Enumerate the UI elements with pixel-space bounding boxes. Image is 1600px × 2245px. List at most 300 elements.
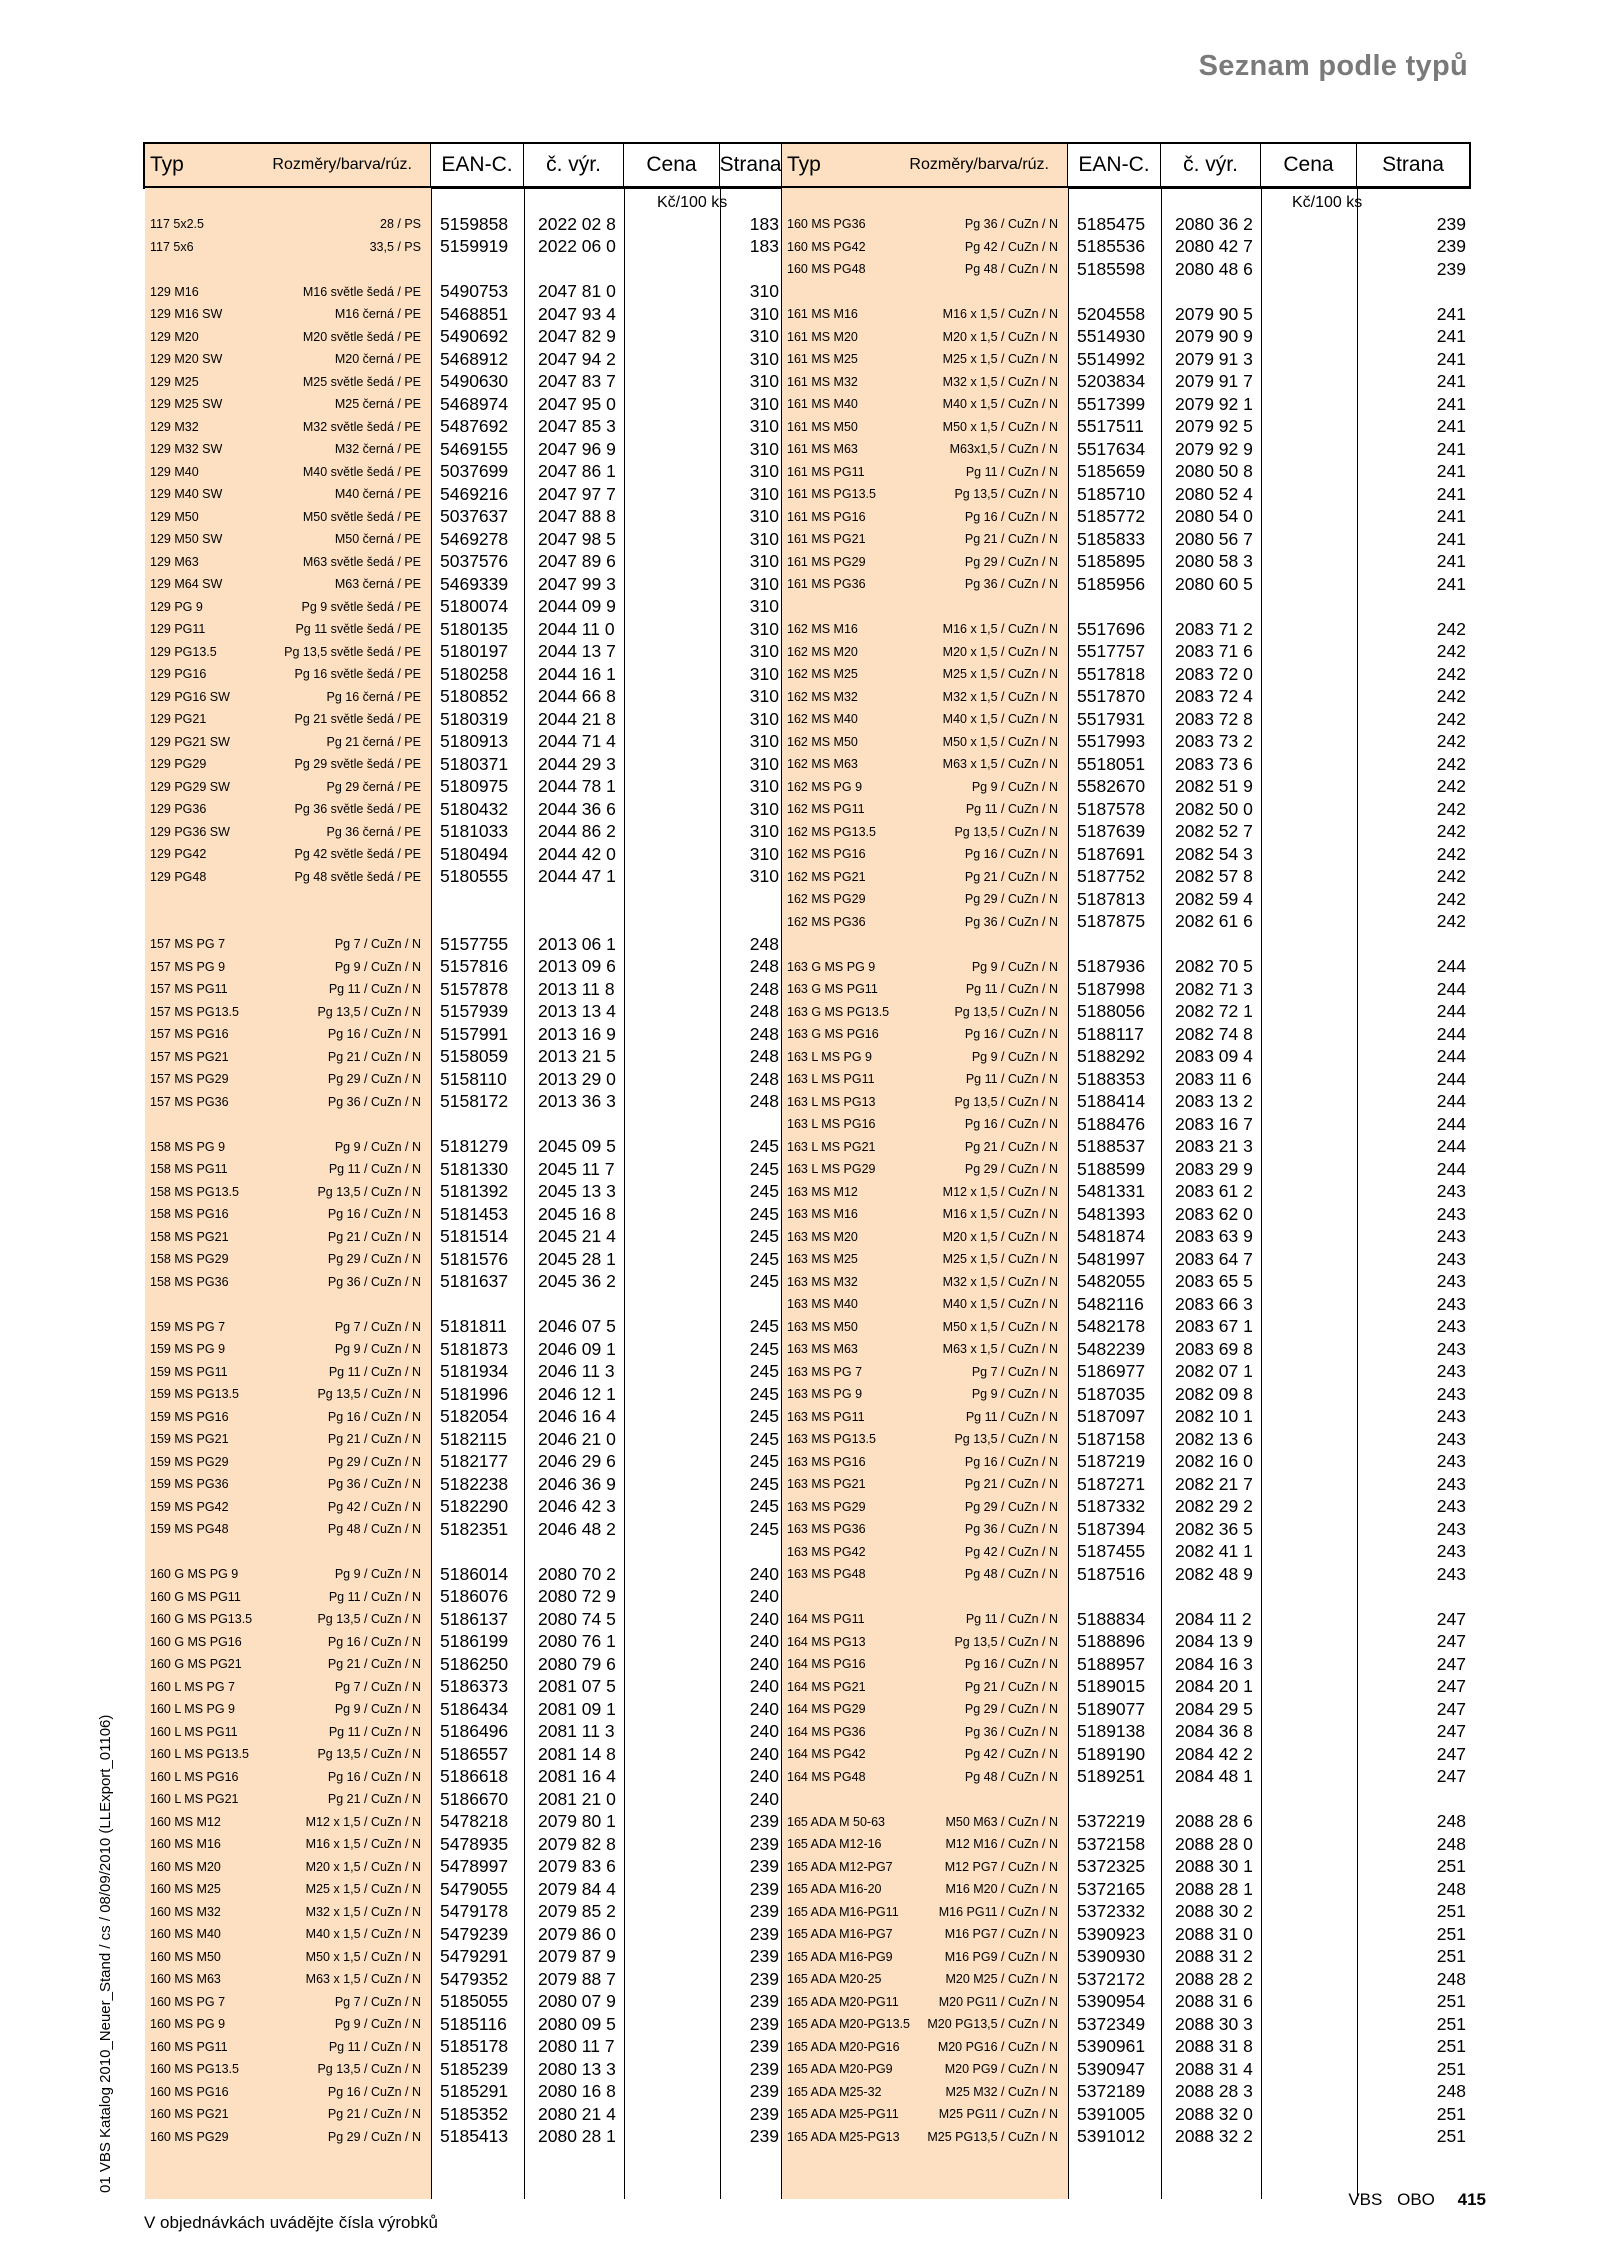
type-cell: 157 MS PG13.5 — [150, 1004, 239, 1019]
dimensions-cell: Pg 29 / CuZn / N — [327, 1252, 421, 1266]
page-cell: 310 — [749, 303, 779, 324]
table-row — [145, 1991, 782, 2013]
table-row — [145, 528, 782, 550]
ean-cell: 5187516 — [1077, 1563, 1146, 1584]
article-number-cell: 2082 74 8 — [1175, 1023, 1253, 1044]
ean-cell: 5181033 — [440, 821, 509, 841]
type-cell: 160 MS PG21 — [150, 2107, 229, 2121]
table-row — [145, 1631, 782, 1653]
article-number-cell: 2083 71 2 — [1175, 618, 1253, 639]
page-cell: 251 — [1436, 2103, 1466, 2124]
page-cell: 183 — [749, 236, 779, 256]
page-cell: 240 — [749, 1766, 779, 1786]
type-cell: 162 MS M20 — [787, 644, 858, 659]
article-number-cell: 2080 50 8 — [1175, 461, 1253, 481]
type-cell: 129 M20 — [150, 329, 199, 344]
article-number-cell: 2083 62 0 — [1175, 1203, 1253, 1224]
article-number-cell: 2046 12 1 — [538, 1383, 616, 1404]
type-cell: 160 MS M25 — [150, 1882, 221, 1896]
ean-cell: 5390954 — [1077, 1991, 1146, 2011]
page-cell: 243 — [1436, 1563, 1466, 1584]
article-number-cell: 2080 13 3 — [538, 2058, 616, 2079]
table-row — [782, 1991, 1469, 2013]
type-cell: 160 MS PG 7 — [150, 1994, 226, 2009]
table-row — [782, 461, 1469, 483]
page-cell: 310 — [749, 326, 779, 346]
page-cell: 239 — [749, 1991, 779, 2011]
type-cell: 163 MS M32 — [787, 1274, 858, 1289]
type-cell: 161 MS PG21 — [787, 532, 866, 546]
type-cell: 158 MS PG29 — [150, 1252, 229, 1266]
article-number-cell: 2088 32 2 — [1175, 2126, 1253, 2146]
table-row — [782, 1068, 1469, 1090]
type-cell: 163 MS PG 7 — [787, 1364, 863, 1379]
table-row — [782, 483, 1469, 505]
ean-cell: 5391005 — [1077, 2103, 1146, 2124]
table-row — [782, 2126, 1469, 2148]
type-cell: 129 M50 SW — [150, 532, 223, 546]
header-article-number: č. výr. — [524, 144, 624, 186]
table-row — [145, 1046, 782, 1068]
table-row — [145, 2081, 782, 2103]
article-number-cell: 2088 31 4 — [1175, 2058, 1253, 2079]
article-number-cell: 2046 48 2 — [538, 1518, 616, 1539]
dimensions-cell: Pg 21 / CuZn / N — [964, 869, 1058, 884]
article-number-cell: 2080 52 4 — [1175, 483, 1253, 504]
article-number-cell: 2082 36 5 — [1175, 1518, 1253, 1539]
article-number-cell: 2013 16 9 — [538, 1023, 616, 1044]
page-cell: 242 — [1436, 753, 1466, 774]
table-row — [782, 753, 1469, 775]
table-row — [145, 1923, 782, 1945]
table-row — [782, 1091, 1469, 1113]
page-cell: 245 — [749, 1181, 779, 1201]
page-title: Seznam podle typů — [1198, 50, 1468, 82]
ean-cell: 5185116 — [440, 2013, 507, 2034]
table-row — [145, 483, 782, 505]
article-number-cell: 2047 85 3 — [538, 416, 616, 436]
type-cell: 129 PG42 — [150, 847, 207, 861]
article-number-cell: 2083 66 3 — [1175, 1293, 1253, 1314]
dimensions-cell: Pg 16 / CuZn / N — [327, 1207, 421, 1221]
type-cell: 129 PG21 — [150, 712, 207, 726]
header-article-number-2: č. výr. — [1161, 144, 1261, 186]
type-cell: 160 MS M20 — [150, 1859, 221, 1874]
page-cell: 245 — [749, 1406, 779, 1426]
article-number-cell: 2080 11 7 — [538, 2036, 615, 2056]
dimensions-cell: Pg 21 světle šedá / PE — [294, 712, 421, 726]
type-cell: 164 MS PG16 — [787, 1657, 866, 1671]
type-cell: 163 G MS PG16 — [787, 1027, 879, 1041]
ean-cell: 5189138 — [1077, 1721, 1146, 1741]
page-cell: 310 — [749, 573, 779, 594]
table-row — [782, 1473, 1469, 1495]
table-row — [782, 573, 1469, 595]
ean-cell: 5180555 — [440, 866, 509, 886]
article-number-cell: 2080 79 6 — [538, 1653, 616, 1674]
dimensions-cell: 28 / PS — [380, 217, 421, 231]
table-row — [145, 551, 782, 573]
dimensions-cell: M12 x 1,5 / CuZn / N — [305, 1814, 421, 1829]
ean-cell: 5187097 — [1077, 1406, 1146, 1426]
ean-cell: 5481997 — [1077, 1248, 1146, 1269]
article-number-cell: 2044 09 9 — [538, 596, 616, 616]
page-cell: 310 — [749, 393, 779, 414]
page-cell: 243 — [1436, 1248, 1466, 1269]
dimensions-cell: Pg 42 / CuZn / N — [964, 1544, 1058, 1559]
page-cell: 247 — [1436, 1631, 1466, 1651]
table-row — [145, 821, 782, 843]
article-number-cell: 2046 36 9 — [538, 1473, 616, 1494]
page-cell: 241 — [1436, 483, 1466, 504]
article-number-cell: 2082 10 1 — [1175, 1406, 1253, 1426]
ean-cell: 5182238 — [440, 1473, 509, 1494]
type-cell: 165 ADA M20-25 — [787, 1972, 882, 1986]
ean-cell: 5181392 — [440, 1181, 509, 1201]
ean-cell: 5469339 — [440, 573, 509, 594]
dimensions-cell: Pg 16 / CuZn / N — [327, 1634, 421, 1649]
type-cell: 165 ADA M20-PG11 — [787, 1994, 899, 2009]
type-cell: 160 MS M63 — [150, 1972, 221, 1986]
article-number-cell: 2080 16 8 — [538, 2081, 616, 2101]
article-number-cell: 2080 36 2 — [1175, 213, 1253, 234]
ean-cell: 5514992 — [1077, 348, 1146, 369]
table-row — [145, 1158, 782, 1180]
article-number-cell: 2083 21 3 — [1175, 1136, 1253, 1156]
article-number-cell: 2082 57 8 — [1175, 866, 1253, 886]
type-cell: 160 L MS PG16 — [150, 1769, 239, 1784]
article-number-cell: 2080 21 4 — [538, 2103, 616, 2124]
type-cell: 165 ADA M20-PG13.5 — [787, 2017, 910, 2031]
dimensions-cell: M25 PG13,5 / CuZn / N — [927, 2129, 1058, 2144]
page-cell: 248 — [1436, 2081, 1466, 2101]
ean-cell: 5187271 — [1077, 1473, 1146, 1494]
ean-cell: 5187394 — [1077, 1518, 1146, 1539]
type-cell: 157 MS PG 7 — [150, 937, 226, 951]
article-number-cell: 2084 29 5 — [1175, 1698, 1253, 1719]
table-row — [782, 708, 1469, 730]
ean-cell: 5517931 — [1077, 708, 1146, 729]
article-number-cell: 2082 16 0 — [1175, 1451, 1253, 1471]
table-row — [782, 1901, 1469, 1923]
type-cell: 163 MS M12 — [787, 1184, 858, 1199]
ean-cell: 5482178 — [1077, 1316, 1146, 1336]
ean-cell: 5478218 — [440, 1811, 509, 1831]
table-row — [145, 1833, 782, 1855]
article-number-cell: 2083 61 2 — [1175, 1181, 1253, 1201]
ean-cell: 5158110 — [440, 1068, 507, 1089]
ean-cell: 5391012 — [1077, 2126, 1146, 2146]
dimensions-cell: Pg 9 světle šedá / PE — [301, 599, 421, 614]
ean-cell: 5157939 — [440, 1001, 509, 1021]
dimensions-cell: Pg 21 / CuZn / N — [327, 1432, 421, 1446]
table-row — [782, 1743, 1469, 1765]
table-row — [782, 1676, 1469, 1698]
dimensions-cell: Pg 7 / CuZn / N — [971, 1364, 1058, 1379]
table-row — [145, 1721, 782, 1743]
article-number-cell: 2083 71 6 — [1175, 641, 1253, 661]
header-price-2: Cena — [1261, 144, 1357, 186]
type-cell: 160 L MS PG 7 — [150, 1679, 235, 1694]
dimensions-cell: Pg 13,5 / CuZn / N — [317, 1004, 421, 1019]
footer-brand-obo: OBO — [1397, 2190, 1435, 2209]
dimensions-cell: M20 x 1,5 / CuZn / N — [942, 329, 1058, 344]
ean-cell: 5479055 — [440, 1878, 509, 1899]
ean-cell: 5185291 — [440, 2081, 509, 2101]
article-number-cell: 2080 70 2 — [538, 1563, 616, 1584]
page-cell: 241 — [1436, 326, 1466, 346]
article-number-cell: 2080 28 1 — [538, 2126, 616, 2146]
dimensions-cell: M25 černá / PE — [334, 397, 421, 411]
type-cell: 160 MS M16 — [150, 1837, 221, 1851]
page-cell: 247 — [1436, 1676, 1466, 1696]
type-cell: 159 MS PG48 — [150, 1522, 229, 1536]
table-row — [782, 641, 1469, 663]
type-cell: 158 MS PG36 — [150, 1274, 229, 1289]
dimensions-cell: Pg 16 / CuZn / N — [964, 1117, 1058, 1131]
table-row — [145, 348, 782, 370]
page-cell: 245 — [749, 1136, 779, 1156]
page-cell: 245 — [749, 1451, 779, 1471]
article-number-cell: 2045 09 5 — [538, 1136, 616, 1156]
dimensions-cell: Pg 9 / CuZn / N — [334, 2017, 421, 2031]
page-cell: 251 — [1436, 1923, 1466, 1944]
article-number-cell: 2088 28 6 — [1175, 1811, 1253, 1831]
page-cell: 248 — [1436, 1811, 1466, 1831]
type-cell: 160 MS M50 — [150, 1949, 221, 1964]
page-cell: 310 — [749, 438, 779, 459]
table-row — [782, 1631, 1469, 1653]
page-cell: 310 — [749, 483, 779, 504]
article-number-cell: 2088 31 2 — [1175, 1946, 1253, 1966]
table-row — [782, 821, 1469, 843]
article-number-cell: 2047 94 2 — [538, 348, 616, 369]
ean-cell: 5181453 — [440, 1203, 509, 1224]
type-cell: 158 MS PG13.5 — [150, 1184, 239, 1199]
article-number-cell: 2046 21 0 — [538, 1428, 616, 1449]
dimensions-cell: Pg 29 světle šedá / PE — [294, 757, 421, 771]
page-cell: 248 — [749, 933, 779, 954]
table-row — [145, 1338, 782, 1360]
page-cell: 251 — [1436, 1856, 1466, 1876]
type-cell: 163 G MS PG13.5 — [787, 1004, 890, 1019]
dimensions-cell: Pg 16 / CuZn / N — [964, 509, 1058, 524]
page-cell: 245 — [749, 1316, 779, 1336]
dimensions-cell: Pg 36 / CuZn / N — [327, 1094, 421, 1109]
article-number-cell: 2079 91 3 — [1175, 348, 1253, 369]
article-number-cell: 2082 54 3 — [1175, 843, 1253, 864]
type-cell: 164 MS PG42 — [787, 1747, 866, 1761]
type-cell: 158 MS PG21 — [150, 1229, 229, 1244]
page-cell: 241 — [1436, 348, 1466, 369]
dimensions-cell: Pg 29 / CuZn / N — [964, 1702, 1058, 1716]
type-cell: 160 G MS PG21 — [150, 1657, 242, 1671]
dimensions-cell: M16 x 1,5 / CuZn / N — [305, 1837, 421, 1851]
page-cell: 243 — [1436, 1203, 1466, 1224]
article-number-cell: 2047 89 6 — [538, 551, 616, 571]
dimensions-cell: M20 x 1,5 / CuZn / N — [942, 644, 1058, 659]
page-cell: 310 — [749, 708, 779, 729]
table-row — [145, 1743, 782, 1765]
dimensions-cell: Pg 36 / CuZn / N — [964, 577, 1058, 591]
dimensions-cell: M40 x 1,5 / CuZn / N — [942, 712, 1058, 726]
table-row — [145, 1406, 782, 1428]
dimensions-cell: M50 černá / PE — [334, 532, 421, 546]
ean-cell: 5181279 — [440, 1136, 509, 1156]
ean-cell: 5188056 — [1077, 1001, 1146, 1021]
article-number-cell: 2013 29 0 — [538, 1068, 616, 1089]
ean-cell: 5188414 — [1077, 1091, 1146, 1111]
page-cell: 243 — [1436, 1181, 1466, 1201]
page-cell: 310 — [749, 663, 779, 684]
table-row — [782, 978, 1469, 1000]
table-row — [782, 371, 1469, 393]
ean-cell: 5479291 — [440, 1946, 509, 1966]
page-cell: 239 — [1436, 213, 1466, 234]
page-cell: 245 — [749, 1158, 779, 1179]
article-number-cell: 2044 29 3 — [538, 753, 616, 774]
ean-cell: 5482239 — [1077, 1338, 1146, 1359]
ean-cell: 5181811 — [440, 1316, 507, 1336]
dimensions-cell: Pg 16 / CuZn / N — [964, 1454, 1058, 1469]
article-number-cell: 2080 48 6 — [1175, 258, 1253, 279]
article-number-cell: 2083 29 9 — [1175, 1158, 1253, 1179]
page-cell: 241 — [1436, 528, 1466, 549]
type-cell: 160 MS PG 9 — [150, 2017, 226, 2031]
page-cell: 241 — [1436, 303, 1466, 324]
table-row — [145, 641, 782, 663]
ean-cell: 5189190 — [1077, 1743, 1146, 1764]
article-number-cell: 2082 52 7 — [1175, 821, 1253, 841]
ean-cell: 5372219 — [1077, 1811, 1146, 1831]
table-row — [145, 1068, 782, 1090]
ean-cell: 5187158 — [1077, 1428, 1146, 1449]
type-cell: 161 MS PG11 — [787, 464, 865, 479]
header-typ-2 — [782, 144, 1068, 186]
type-cell: 162 MS PG21 — [787, 869, 866, 884]
article-number-cell: 2083 73 2 — [1175, 731, 1253, 751]
dimensions-cell: Pg 11 / CuZn / N — [328, 1364, 421, 1379]
dimensions-cell: M63x1,5 / CuZn / N — [949, 442, 1058, 456]
ean-cell: 5188537 — [1077, 1136, 1146, 1156]
ean-cell: 5188599 — [1077, 1158, 1146, 1179]
dimensions-cell: M12 PG7 / CuZn / N — [944, 1859, 1058, 1874]
article-number-cell: 2083 72 0 — [1175, 663, 1253, 684]
type-cell: 129 M40 SW — [150, 487, 223, 501]
table-row — [145, 1383, 782, 1405]
ean-cell: 5187813 — [1077, 888, 1146, 909]
dimensions-cell: Pg 21 / CuZn / N — [327, 1229, 421, 1244]
table-row — [782, 258, 1469, 280]
header-page: Strana — [720, 144, 782, 186]
dimensions-cell: Pg 21 / CuZn / N — [964, 532, 1058, 546]
dimensions-cell: Pg 21 / CuZn / N — [964, 1477, 1058, 1491]
ean-cell: 5517818 — [1077, 663, 1146, 684]
page-cell: 251 — [1436, 1901, 1466, 1921]
type-cell: 160 G MS PG16 — [150, 1634, 242, 1649]
article-number-cell: 2079 92 5 — [1175, 416, 1253, 436]
table-row — [782, 1158, 1469, 1180]
article-number-cell: 2045 28 1 — [538, 1248, 616, 1269]
table-row — [782, 663, 1469, 685]
article-number-cell: 2079 82 8 — [538, 1833, 616, 1854]
type-cell: 163 G MS PG11 — [787, 982, 878, 996]
article-number-cell: 2088 32 0 — [1175, 2103, 1253, 2124]
page-cell: 241 — [1436, 371, 1466, 391]
ean-cell: 5517696 — [1077, 618, 1146, 639]
page-cell: 251 — [1436, 2013, 1466, 2034]
article-number-cell: 2088 28 1 — [1175, 1878, 1253, 1899]
footer-brand-vbs: VBS — [1348, 2190, 1383, 2209]
page-cell: 240 — [749, 1788, 779, 1809]
article-number-cell: 2082 41 1 — [1175, 1541, 1253, 1561]
ean-cell: 5189251 — [1077, 1766, 1146, 1786]
type-cell: 159 MS PG13.5 — [150, 1387, 239, 1401]
table-row — [782, 618, 1469, 640]
ean-cell: 5180258 — [440, 663, 509, 684]
page-cell: 241 — [1436, 393, 1466, 414]
dimensions-cell: M32 x 1,5 / CuZn / N — [942, 1274, 1058, 1289]
type-cell: 159 MS PG42 — [150, 1499, 229, 1514]
type-cell: 159 MS PG 7 — [150, 1319, 226, 1334]
dimensions-cell: Pg 36 černá / PE — [326, 824, 421, 839]
article-number-cell: 2088 28 2 — [1175, 1968, 1253, 1989]
article-number-cell: 2044 36 6 — [538, 798, 616, 819]
ean-cell: 5517634 — [1077, 438, 1146, 459]
table-row — [145, 1563, 782, 1585]
table-row — [145, 1428, 782, 1450]
dimensions-cell: Pg 13,5 / CuZn / N — [954, 1432, 1058, 1446]
page-cell: 248 — [1436, 1878, 1466, 1899]
ean-cell: 5185772 — [1077, 506, 1146, 526]
page-cell: 240 — [749, 1676, 779, 1696]
page-cell: 239 — [749, 1856, 779, 1876]
page-cell: 242 — [1436, 641, 1466, 661]
ean-cell: 5180913 — [440, 731, 509, 751]
article-number-cell: 2082 29 2 — [1175, 1496, 1253, 1516]
article-number-cell: 2080 09 5 — [538, 2013, 616, 2034]
page-cell: 244 — [1436, 1091, 1466, 1111]
table-row — [782, 551, 1469, 573]
dimensions-cell: M32 x 1,5 / CuZn / N — [305, 1904, 421, 1919]
article-number-cell: 2081 21 0 — [538, 1788, 616, 1809]
dimensions-cell: Pg 7 / CuZn / N — [334, 1319, 421, 1334]
table-row — [782, 326, 1469, 348]
article-number-cell: 2045 36 2 — [538, 1271, 616, 1291]
ean-cell: 5188834 — [1077, 1608, 1146, 1629]
ean-cell: 5180371 — [440, 753, 509, 774]
ean-cell: 5481331 — [1077, 1181, 1146, 1201]
dimensions-cell: Pg 36 / CuZn / N — [327, 1274, 421, 1289]
article-number-cell: 2080 54 0 — [1175, 506, 1253, 526]
article-number-cell: 2088 30 1 — [1175, 1856, 1253, 1876]
article-number-cell: 2083 72 8 — [1175, 708, 1253, 729]
dimensions-cell: Pg 16 / CuZn / N — [964, 1027, 1058, 1041]
header-page-2: Strana — [1382, 153, 1444, 176]
dimensions-cell: 33,5 / PS — [369, 239, 421, 254]
dimensions-cell: Pg 13,5 / CuZn / N — [317, 2062, 421, 2076]
page-cell: 244 — [1436, 1068, 1466, 1089]
type-cell: 164 MS PG21 — [787, 1679, 866, 1694]
table-row — [782, 1046, 1469, 1068]
article-number-cell: 2047 98 5 — [538, 528, 616, 549]
ean-cell: 5180319 — [440, 708, 509, 729]
page-cell: 248 — [749, 956, 779, 976]
ean-cell: 5180432 — [440, 798, 509, 819]
ean-cell: 5482116 — [1077, 1293, 1144, 1314]
table-row — [145, 1023, 782, 1045]
table-row — [145, 1361, 782, 1383]
